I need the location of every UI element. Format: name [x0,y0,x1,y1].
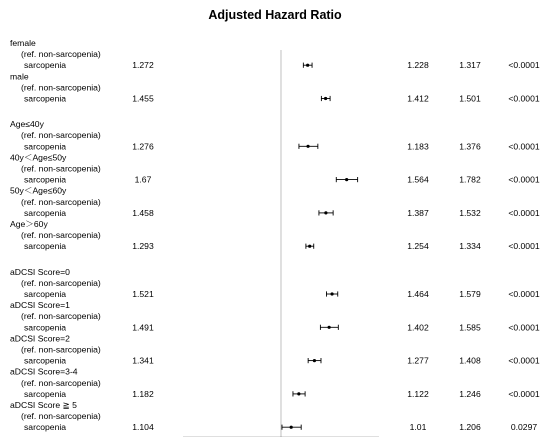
ci-lower-value: 1.254 [407,241,429,252]
forest-group [10,333,540,365]
row-label: sarcopenia [24,422,67,433]
forest-group [10,400,537,432]
ci-lower-value: 1.402 [407,322,429,333]
p-value: <0.0001 [508,388,540,399]
group-label: male [10,71,29,82]
row-label: sarcopenia [24,93,67,104]
ci-lower-value: 1.564 [407,174,429,185]
p-value: <0.0001 [508,241,540,252]
ci-upper-value: 1.782 [459,174,481,185]
reference-label: (ref. non-sarcopenia) [21,196,101,207]
hazard-ratio-point [297,392,300,395]
forest-group [10,186,540,218]
reference-label: (ref. non-sarcopenia) [21,377,101,388]
row-label: sarcopenia [24,60,67,71]
p-value: <0.0001 [508,322,540,333]
hazard-ratio-point [306,145,309,148]
hazard-ratio-value: 1.104 [132,422,154,433]
ci-upper-value: 1.317 [459,60,481,71]
p-value: 0.0297 [510,422,538,433]
ci-lower-value: 1.387 [407,207,429,218]
ci-upper-value: 1.501 [459,93,481,104]
ci-lower-value: 1.228 [407,60,429,71]
row-label: sarcopenia [24,322,67,333]
group-label: aDCSI Score ≧ 5 [10,400,77,410]
reference-label: (ref. non-sarcopenia) [21,344,101,355]
hazard-ratio-point [330,292,333,295]
row-label: sarcopenia [24,289,67,299]
forest-group [10,300,540,332]
chart-title: Adjusted Hazard Ratio [208,8,342,22]
reference-label: (ref. non-sarcopenia) [21,130,101,141]
row-label: sarcopenia [24,141,67,152]
ci-upper-value: 1.532 [459,207,481,218]
group-label: aDCSI Score=2 [10,333,70,344]
p-value: <0.0001 [508,289,540,299]
hazard-ratio-value: 1.455 [132,93,154,104]
hazard-ratio-point [313,359,316,362]
reference-label: (ref. non-sarcopenia) [21,82,101,93]
forest-group [10,119,540,151]
hazard-ratio-value: 1.491 [132,322,154,333]
forest-group [10,267,540,299]
ci-lower-value: 1.01 [409,422,427,433]
reference-label: (ref. non-sarcopenia) [21,311,101,322]
hazard-ratio-value: 1.458 [132,207,154,218]
group-label: aDCSI Score=0 [10,266,70,277]
row-label: sarcopenia [24,388,67,399]
hazard-ratio-point [324,211,327,214]
ci-upper-value: 1.246 [459,388,481,399]
reference-label: (ref. non-sarcopenia) [21,163,101,174]
reference-label: (ref. non-sarcopenia) [21,49,101,60]
ci-upper-value: 1.206 [459,422,481,433]
reference-label: (ref. non-sarcopenia) [21,230,101,241]
p-value: <0.0001 [508,207,540,218]
forest-group [10,152,540,184]
row-label: sarcopenia [24,207,67,218]
row-label: sarcopenia [24,174,67,185]
p-value: <0.0001 [508,174,540,185]
hazard-ratio-point [306,64,309,67]
p-value: <0.0001 [508,355,540,366]
hazard-ratio-point [345,178,348,181]
hazard-ratio-value: 1.272 [132,60,154,71]
group-label: aDCSI Score=1 [10,300,70,311]
hazard-ratio-value: 1.182 [132,388,154,399]
ci-lower-value: 1.277 [407,355,429,366]
ci-upper-value: 1.579 [459,289,481,299]
group-label: Age≤40y [10,119,44,130]
hazard-ratio-value: 1.341 [132,355,154,366]
p-value: <0.0001 [508,93,540,104]
row-label: sarcopenia [24,355,67,366]
group-label: 40y＜Age≤50y [10,152,67,163]
reference-label: (ref. non-sarcopenia) [21,411,101,422]
hazard-ratio-point [308,245,311,248]
hazard-ratio-value: 1.276 [132,141,154,152]
ci-lower-value: 1.122 [407,388,429,399]
p-value: <0.0001 [508,60,540,71]
hazard-ratio-value: 1.67 [134,174,152,185]
ci-lower-value: 1.464 [407,289,429,299]
ci-upper-value: 1.334 [459,241,481,252]
forest-group [10,367,540,399]
reference-label: (ref. non-sarcopenia) [21,277,101,288]
hazard-ratio-point [324,97,327,100]
group-label: female [10,38,36,48]
hazard-ratio-point [328,326,331,329]
ci-upper-value: 1.408 [459,355,481,366]
ci-lower-value: 1.183 [407,141,429,152]
forest-group [10,38,540,70]
group-label: 50y＜Age≤60y [10,185,67,196]
hazard-ratio-point [290,426,293,429]
p-value: <0.0001 [508,141,540,152]
ci-upper-value: 1.376 [459,141,481,152]
forest-group [10,219,540,251]
ci-lower-value: 1.412 [407,93,429,104]
forest-group [10,71,540,103]
hazard-ratio-value: 1.293 [132,241,154,252]
group-label: Age＞60y [10,219,48,229]
group-label: aDCSI Score=3-4 [10,366,78,377]
ci-upper-value: 1.585 [459,322,481,333]
row-label: sarcopenia [24,241,67,252]
hazard-ratio-value: 1.521 [132,289,154,299]
